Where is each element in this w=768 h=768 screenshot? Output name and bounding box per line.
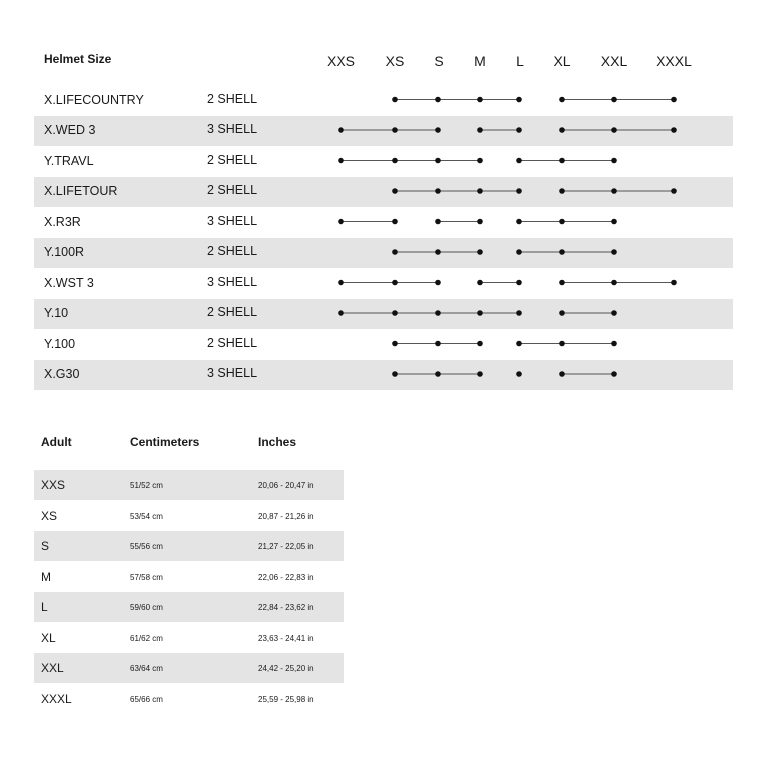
shell-count: 3 SHELL bbox=[207, 366, 258, 380]
helmet-model-name: X.WST 3 bbox=[44, 275, 94, 290]
size-dot-l bbox=[516, 188, 522, 194]
size-dot-xxl bbox=[611, 219, 617, 225]
size-dot-xxxl bbox=[671, 97, 677, 103]
size-dot-xl bbox=[559, 371, 565, 377]
size-header-xs: XS bbox=[385, 53, 405, 69]
size-dot-xxs bbox=[338, 219, 344, 225]
size-dot-l bbox=[516, 249, 522, 255]
size-dot-m bbox=[477, 371, 483, 377]
shell-count: 2 SHELL bbox=[207, 244, 258, 258]
shell-count: 2 SHELL bbox=[207, 183, 258, 197]
size-dot-m bbox=[477, 341, 483, 347]
shell-count: 2 SHELL bbox=[207, 91, 258, 106]
inches-value: 25,59 - 25,98 in bbox=[258, 694, 314, 704]
size-dot-xs bbox=[392, 280, 398, 286]
adult-size-label: XS bbox=[41, 508, 58, 523]
inches-value: 21,27 - 22,05 in bbox=[258, 542, 314, 551]
size-dot-s bbox=[435, 341, 441, 347]
helmet-model-name: Y.100R bbox=[44, 245, 85, 259]
inches-value: 22,84 - 23,62 in bbox=[258, 603, 314, 612]
inches-header: Inches bbox=[258, 435, 297, 449]
shell-count: 2 SHELL bbox=[207, 335, 258, 350]
size-dot-xl bbox=[559, 280, 565, 286]
size-dot-l bbox=[516, 97, 522, 103]
helmet-model-name: Y.TRAVL bbox=[44, 153, 94, 168]
size-dot-xxl bbox=[611, 341, 617, 347]
size-dot-xxs bbox=[338, 310, 344, 316]
size-header-xxs: XXS bbox=[326, 53, 356, 69]
centimeters-value: 63/64 cm bbox=[130, 664, 163, 673]
size-dot-xl bbox=[559, 341, 565, 347]
size-header-xl: XL bbox=[553, 53, 571, 69]
size-dot-s bbox=[435, 127, 441, 133]
size-dot-xs bbox=[392, 158, 398, 164]
size-dot-xl bbox=[559, 219, 565, 225]
adult-size-label: XL bbox=[41, 630, 56, 645]
size-dot-l bbox=[516, 158, 522, 164]
size-dot-s bbox=[435, 158, 441, 164]
size-dot-xxl bbox=[611, 280, 617, 286]
size-dot-xxl bbox=[611, 188, 617, 194]
inches-value: 23,63 - 24,41 in bbox=[258, 633, 314, 643]
adult-size-label: XXS bbox=[41, 478, 66, 492]
inches-value: 20,87 - 21,26 in bbox=[258, 511, 314, 521]
size-dot-m bbox=[477, 97, 483, 103]
size-dot-m bbox=[477, 127, 483, 133]
helmet-model-name: X.WED 3 bbox=[44, 123, 96, 137]
size-dot-s bbox=[435, 97, 441, 103]
size-dot-s bbox=[435, 188, 441, 194]
size-dot-xxxl bbox=[671, 188, 677, 194]
size-dot-xxl bbox=[611, 97, 617, 103]
size-dot-xs bbox=[392, 97, 398, 103]
size-header-l: L bbox=[516, 53, 524, 69]
centimeters-value: 53/54 cm bbox=[130, 511, 163, 521]
helmet-model-name: Y.10 bbox=[44, 306, 69, 320]
shell-count: 3 SHELL bbox=[207, 122, 258, 136]
size-dot-xxs bbox=[338, 127, 344, 133]
size-dot-xs bbox=[392, 310, 398, 316]
size-dot-xs bbox=[392, 341, 398, 347]
size-dot-xl bbox=[559, 127, 565, 133]
size-dot-m bbox=[477, 280, 483, 286]
adult-size-label: L bbox=[41, 600, 48, 614]
size-dot-l bbox=[516, 219, 522, 225]
helmet-model-name: X.G30 bbox=[44, 367, 80, 381]
size-dot-xs bbox=[392, 127, 398, 133]
size-dot-xxl bbox=[611, 158, 617, 164]
size-dot-xxl bbox=[611, 371, 617, 377]
size-dot-xl bbox=[559, 158, 565, 164]
helmet-model-name: Y.100 bbox=[44, 336, 76, 351]
helmet-model-name: X.R3R bbox=[44, 214, 81, 229]
inches-value: 22,06 - 22,83 in bbox=[258, 572, 314, 582]
helmet-size-header: Helmet Size bbox=[44, 52, 112, 66]
size-dot-xl bbox=[559, 188, 565, 194]
size-dot-m bbox=[477, 158, 483, 164]
size-dot-xs bbox=[392, 219, 398, 225]
size-header-s: S bbox=[434, 53, 444, 69]
size-dot-xxl bbox=[611, 249, 617, 255]
adult-header: Adult bbox=[41, 435, 72, 449]
size-dot-xl bbox=[559, 310, 565, 316]
size-header-m: M bbox=[474, 53, 486, 69]
shell-count: 2 SHELL bbox=[207, 152, 258, 167]
adult-size-label: XXXL bbox=[41, 691, 72, 706]
centimeters-value: 65/66 cm bbox=[130, 694, 163, 704]
size-dot-s bbox=[435, 310, 441, 316]
size-dot-m bbox=[477, 219, 483, 225]
size-dot-xl bbox=[559, 249, 565, 255]
shell-count: 3 SHELL bbox=[207, 213, 258, 228]
size-dot-xl bbox=[559, 97, 565, 103]
size-dot-xs bbox=[392, 188, 398, 194]
centimeters-value: 51/52 cm bbox=[130, 481, 163, 490]
centimeters-value: 61/62 cm bbox=[130, 633, 163, 643]
adult-size-label: XXL bbox=[41, 661, 64, 675]
size-dot-xxxl bbox=[671, 127, 677, 133]
size-dot-s bbox=[435, 371, 441, 377]
adult-size-label: M bbox=[41, 569, 51, 584]
helmet-model-name: X.LIFECOUNTRY bbox=[44, 92, 144, 107]
centimeters-value: 55/56 cm bbox=[130, 542, 163, 551]
size-dot-xxxl bbox=[671, 280, 677, 286]
size-dot-m bbox=[477, 249, 483, 255]
size-header-xxl: XXL bbox=[600, 53, 628, 69]
size-dot-l bbox=[516, 371, 522, 377]
size-dot-xs bbox=[392, 371, 398, 377]
size-dot-xs bbox=[392, 249, 398, 255]
centimeters-header: Centimeters bbox=[130, 435, 200, 449]
adult-size-label: S bbox=[41, 539, 50, 553]
size-dot-l bbox=[516, 341, 522, 347]
size-dot-m bbox=[477, 310, 483, 316]
size-dot-s bbox=[435, 249, 441, 255]
shell-count: 3 SHELL bbox=[207, 274, 258, 289]
size-dot-xxl bbox=[611, 127, 617, 133]
size-dot-s bbox=[435, 280, 441, 286]
size-dot-l bbox=[516, 280, 522, 286]
inches-value: 24,42 - 25,20 in bbox=[258, 664, 314, 673]
inches-value: 20,06 - 20,47 in bbox=[258, 481, 314, 490]
centimeters-value: 59/60 cm bbox=[130, 603, 163, 612]
size-dot-s bbox=[435, 219, 441, 225]
size-dot-m bbox=[477, 188, 483, 194]
size-dot-l bbox=[516, 310, 522, 316]
size-dot-xxs bbox=[338, 158, 344, 164]
centimeters-value: 57/58 cm bbox=[130, 572, 163, 582]
size-dot-l bbox=[516, 127, 522, 133]
size-dot-xxs bbox=[338, 280, 344, 286]
size-header-xxxl: XXXL bbox=[656, 53, 692, 69]
shell-count: 2 SHELL bbox=[207, 305, 258, 319]
helmet-model-name: X.LIFETOUR bbox=[44, 184, 118, 198]
size-dot-xxl bbox=[611, 310, 617, 316]
